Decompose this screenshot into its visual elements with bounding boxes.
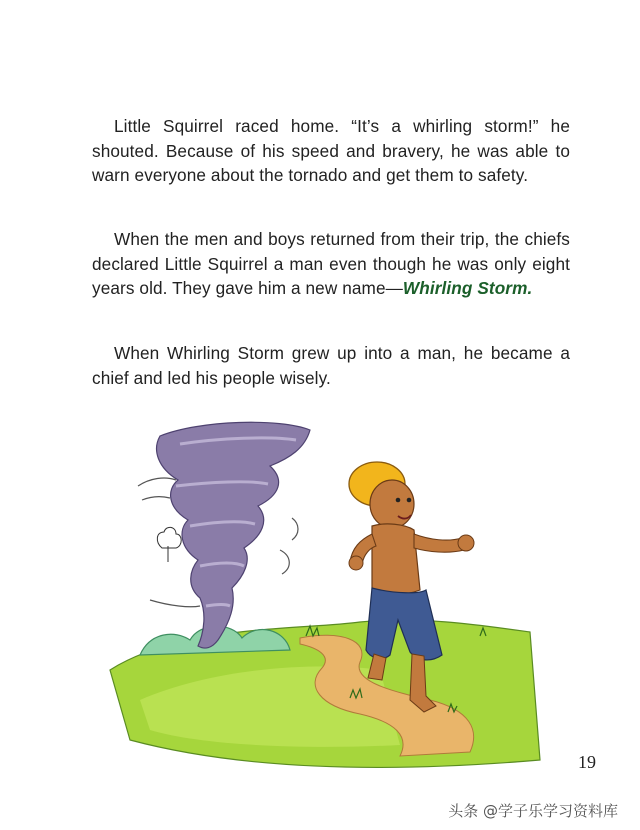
story-paragraph-2	[92, 227, 570, 301]
boy-torso	[372, 524, 420, 595]
new-name-highlight: Whirling Storm.	[402, 278, 533, 299]
page-number: 19	[578, 752, 596, 772]
story-paragraph-3: When Whirling Storm grew up into a man, he became a chief and led his people wisely.	[92, 343, 570, 388]
story-paragraph-2-text: When the men and boys returned from their trip, the chiefs declared Little Squirrel a man even though he was only eight years old. They gave him a new name—	[92, 229, 570, 299]
right-arm	[414, 534, 464, 552]
boy-face	[370, 480, 414, 528]
tornado-illustration	[0, 400, 640, 780]
story-paragraph-1: Little Squirrel raced home. “It’s a whirling storm!” he shouted. Because of his speed and bravery, he was able to warn everyone about the tornado and get them to safety.	[92, 116, 570, 186]
footer-credit: 头条 @学子乐学习资料库	[448, 802, 618, 820]
tree-icon	[157, 527, 181, 562]
